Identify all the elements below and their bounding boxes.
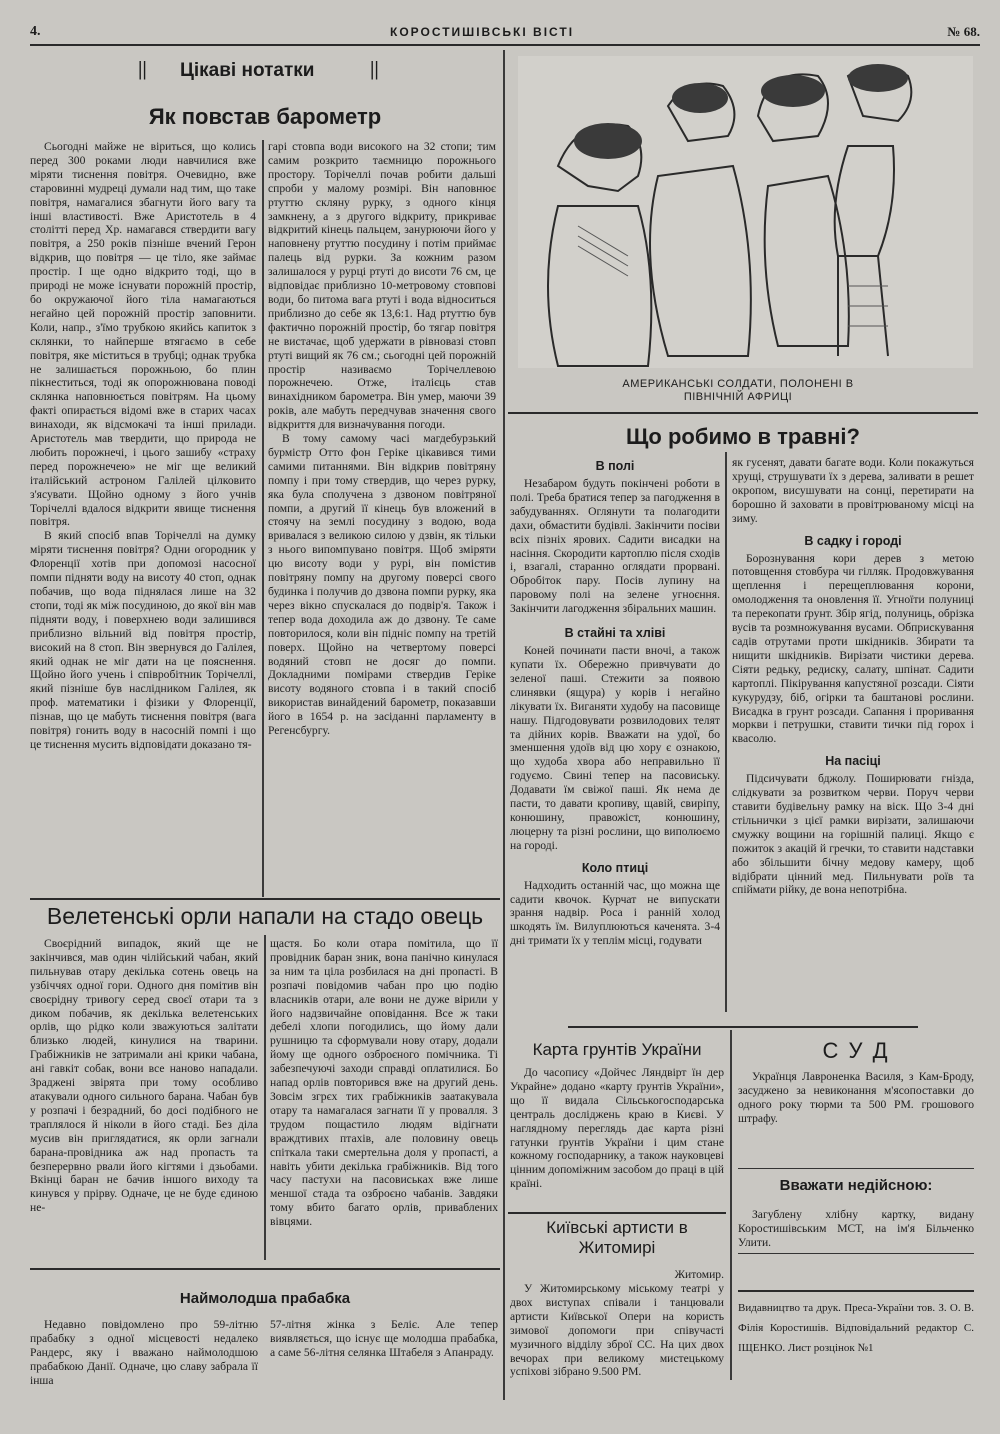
may-top-rule [508,412,978,414]
barometer-paragraph-2: В який спосіб впав Торічеллі на думку міряти тиснення повітря? Одни огородник у Флоренції хотів при допомозі насосної помпи підняти воду на висоту 40 стоп, однак побачив, що вода піднялася лише на 32 стопи, тоді як між посудиною, до якої він мав підняти воду, і поверхнею води залишився приблизно вільний від повітря простір, високий на 8 стоп. Він звернувся до Галілея, який однак не міг дати на це пояснення. Щойно його учень і співробітник Торічеллі, який пізніше був наслідником Галілея, як проф. математики і фізики у Флоренції, пізнав, що це мабуть тиснення повітря (вага повітря) гонить воду в насосній помпі і що це тиснення мусить відповідати доказано тя- [30,529,256,751]
barometer-paragraph-1: Сьогодні майже не віриться, що колись перед 300 роками люди навчилися вже міряти тиснення повітря. Очевидно, вже старовинні мудреці думали над тим, що таке повітря, намагалися збагнути його вагу та інші властивості. Вже Аристотель в 4 столітті перед Хр. намагався ствердити вагу повітря, а 250 років пізніше вчений Герон відкрив, що повітря — це тіло, яке займає простір. І ще одно відкрито тоді, що в природі не може існувати порожній простір, бо окружаючої його тіла намагаються негайно цей порожній простір заповнити. Коли, напр., з'їмо трубкою якийсь капиток з склянки, то найперше втягаємо в себе повітря, яке міститься в трубці; однак трубка не залишається порожньою, бо плин пікнеститься, тоді як опорожнювана поводі склянка наповнюється повітрям. На цьому факті опирається відомі вже в старих часах винаходи, як відсмокачі та інші прилади. Аристотель мав твердити, що природа не любить порожнечі, і цього зашибу «страху перед порожнечею» не міг ще великий італійський астроном Галілей цілковито з'ясувати. Щойно одному з його учнів Торічеллі вдалося відкрити явище тиснення повітря. [30,140,256,529]
section-header [30,58,379,86]
column-rule-1 [262,140,264,897]
garden-subtitle: В садку і городі [804,533,902,548]
eagles-text-right: щастя. Бо коли отара помітила, що її провідник баран зник, вона панічно кинулася за ним та ціла розбилася на дні пропасті. В розпачі повідомив чабан про цю подію власників отари, але вони не дуже вірили у його надзвичайне оповідання. Все ж таки дебелі хлопи погодились, що йому дали рушницю та сформували нову отару, додали йому ще одного озброєного помічника. Ті забезпечуючі заходи справді оплатилися. Бо напад орлів повторився вже на другий день. Зовсім згрєх тих грабіжників заатакувала отару та намагалася загнати її у провалля. З трудом пощастило людям відігнати враждтивих птахів, але половину овець спіткала таки смертельна доля у пропасті, а навіть убити декілька грабіжників. Від того часу пастухи на пасовиськах вже лише меншої стада та озброєно чабанів. Завдяки тому вбито багато орлів, приваблених вівцями. [270,937,498,1229]
grandma-title: Наймолодша прабабка [179,1290,351,1307]
grandma-text-right: 57-літня жінка з Беліє. Але тепер виявляється, що існує ще молодша прабабка, а саме 56-літня селянка Штабеля з Апанраду. [270,1318,498,1359]
artists-text: У Житомирському міському театрі у двох виступах співали і танцювали артисти Київської Опери на користь зимової допомоги при співучасті музичного відділу зброї СС. На цих двох вечорах при великому мистецькому успіхові зібрано 9.500 РМ. [510,1282,724,1379]
may-column-right [732,456,974,897]
barn-subtitle: В стайні та хліві [564,626,666,641]
eagles-text-left: Своєрідний випадок, який ще не закінчився, мав один чілійський чабан, який пильнував отару декілька сотень овець на узбіччях одної гори. Одного дня помітив він своєрідну тривогу серед своєї отари та з диком побачив, як декілька велетенських орлів, що рідко коли зважуються залітати близько людей, кинулися на тварини. Грабіжників не затримали ані крики чабана, ані гавкіт собак, вони все наново нападали. Зраджені звірята при тому особливо атакували одного сильного барана. Чабан був у розпачі і безрадний, бо досі подібного не траплялося й ніколи в його стаді. Без діла мусив він приглядатися, як орли загнали барана-провідника аж над пропасть та безперервно рвали його кігтями і дзьобами. Вкінці баран не бачив іншого виходу та кинувся у прірву. Одначе, це не буде єдиною не- [30,937,258,1215]
soil-title: Карта грунтів України [532,1040,702,1059]
section-bars-left: || [138,58,147,80]
court-text: Українця Лавроненка Василя, з Кам-Броду, засуджено за невиконання м'ясопоставки до одного року тюрми та 500 РМ. грошового штрафу. [738,1070,974,1125]
soldiers-illustration [518,56,973,368]
column-rule-4 [725,452,727,1012]
section-title: Цікаві нотатки [180,60,315,81]
grandma-column-2 [270,1318,498,1360]
eagles-column-2 [270,937,498,1229]
news-photo [518,56,973,368]
photo-caption: АМЕРИКАНСЬКІ СОЛДАТИ, ПОЛОНЕНІ В ПІВНІЧНІЙ АФРИЦІ [622,378,854,403]
page-number: 4. [30,24,41,39]
header-rule [30,44,980,46]
barometer-column-2 [268,140,496,738]
pasture-subtitle: На пасіці [825,754,881,769]
barometer-paragraph-4: В тому самому часі магдебурзький бурмістр Отто фон Геріке цікавився тими самими питаннями. Він відкрив повітряну помпу і при тому ствердив, що через рурку, яка була сполучена з дзвоном повітряної помпи, а другий її кінець був вложений в стоячу на землі посудину з водою, вода вривалася з великою силою у дзвін, як тільки з нього випомпувано повітря. Щоб зміряти цю висоту води у рурі, він помістив повітряну помпу на другому поверсі свого будинка і получив до дзвона помпи рурку, яка через вікно спускалася до подвір'я. Також і тепер вода доходила аж до дзвону. Те саме повторилося, коли він підніс помпу на третій поверх. Щойно на четвертому поверсі водяний стовп не досяг до помпи. Докладними помірами ствердив Геріке висоту водяного стовпа і в такий спосіб використав винайдений барометр, показавши його в 1654 р. на засіданні парламенту в Регенсбургу. [268,432,496,738]
may-column-left [510,456,720,948]
barn-text: Коней починати пасти вночі, а також купати їх. Обережно привчувати до зеленої паші. Стежити за появою слинявки (ящура) у корів і негайно лікувати їх. Виганяти худобу на пасовище нашу. Підгодовувати розвилодових телят та дійних корів. Вважати на удої, бо зменшення удоїв від цю хору є ознакою, що худоба хвора або неправильно її годуємо. Свині тепер на пасовиську. Додавати їм свіжої паші. Як нема де пасти, то давати кропиву, щавій, свиріпу, конюшину, правожіст, конюшину, люцерну та різні рослини, що виполюємо на городі. [510,644,720,852]
barometer-column-1 [30,140,256,752]
poultry-subtitle: Коло птиці [581,860,649,875]
page-header [30,24,980,44]
column-rule-2 [503,50,505,1400]
column-rule-3 [264,935,266,1260]
soil-text: До часопису «Дойчес Ляндвірт їн дер Украйне» додано «карту ґрунтів України», що її видала Сільськогосподарська централь досліджень краю в Києві. У наглядному переглядь дає карта різні гатунки ґрунтів України і цим стане кожному господарнику, а також науковцеві цінним допоміжним засобом до праці в цій країні. [510,1066,724,1191]
may-continued-text: як гусенят, давати багате води. Коли покажуться хрущі, струшувати їх з дерева, заливати в решет окропом, висушувати на сонці, перетирати на борошно й заховати в провітрюваному місці на зиму. [732,456,974,525]
invalid-notice-box [738,1168,974,1254]
eagles-title: Велетенські орли напали на стадо овець [46,903,484,929]
eagles-column-1 [30,937,258,1215]
garden-text: Борознування кори дерев з метою потовщення стовбура чи гілляк. Продовжування щеплення і перещеплювання корони, омолодження та оновлення її. Угноїти полуниці та перекопати ґрунт. Збір ягід, полуниць, обрізка вусів та розмножування вусами. Обприскування садів отрутами проти шкідників. Збирати та нищити шкідників. Вирізати чистики дерева. Сіяти редьку, редиску, салату, шпінат. Садити картоплі. Пікірування капустяної розсади. Сіяти кукурудзу, біб, огірки та баштанові рослини. Висадка в грунт розсади. Сапання і проривання моркви і петрушки, ставити тички під горох і квасолю. [732,551,974,746]
barometer-paragraph-3: гарі стовпа води високого на 32 стопи; тим самим розкрито таємницю порожнього простору. Торічеллі почав робити дальші спроби у малому розмірі. Він наповнює ртуттю скляну рурку, з одного кінця замкнену, а з другого відкриту, прикриває відкритий кінець пальцем, занурюючи його у наповнену ртуттю посудину і потім приймає палець від рурки. За кожним разом залишалося у рурці ртуті до висоти 76 см, це відповідає приблизно 10-метровому стовпові води, бо питома вага ртуті і вода відноситься приблизно до себе як 13,6:1. Над ртуттю був фактично порожній простір, бо тягар повітря не вистачає, щоб удержати в рівновазі стовп ртуті вищий як 76 см.; сьогодні цей порожній простір називаємо Торічеллевою порожнечею. Отже, італієць став винахідником барометра. Він умер, маючи 39 років, але мабуть передчував значення свого відкриття для визначування погоди. [268,140,496,432]
court-column [738,1070,974,1126]
invalid-text: Загублену хлібну картку, видану Коростишівським МСТ, на ім'я Більченко Улити. [738,1208,974,1249]
pasture-text: Підсичувати бджолу. Поширювати гнізда, слідкувати за розвитком черви. Поруч черви ставити будівельну рамку на віск. Що 3-4 дні стільнички з цієї рамки вирізати, залишаючи смужку вощини на горішній палиці. Якщо є пожиток з акацій й гречки, то ставити надставки або збільшити бічну медову камеру, щоб відібрати цінний мед. Пильнувати роїв та спіймати рійку, де вона непотрібна. [732,772,974,897]
grandma-top-rule [30,1268,500,1270]
section-bars-right: || [370,58,379,80]
soil-column [510,1066,724,1191]
field-text: Незабаром будуть покінчені роботи в полі. Треба братися тепер за пагодження в забудуваннях. Оглянути та полагодити дахи, обмастити будівлі. Закінчити посіви всіх пізніх ярових. Садити висадки на насіння. Скородити картоплю після сходів і, взагалі, старанно оглядати прорвані. Обробіток пару. Посів лупину на паровому полі на зелене угноєння. Закінчити лагодження збіральних машин. [510,477,720,616]
artists-column [510,1268,724,1379]
may-title: Що робимо в травні? [626,424,860,449]
issue-number: № 68. [947,24,980,39]
column-rule-5 [730,1030,732,1380]
may-bottom-rule [568,1026,918,1028]
artists-top-rule [508,1212,726,1214]
grandma-text-left: Недавно повідомлено про 59-літню прабабку з одної місцевості недалеко Рандерс, яку і вважано наймолодшою прабабкою Данії. Одначе, цю славу забрала її інша [30,1318,258,1387]
eagles-top-rule [30,898,500,900]
artists-dateline: Житомир. [674,1268,724,1281]
court-title: С У Д [822,1038,890,1063]
grandma-column-1 [30,1318,258,1388]
masthead: КОРОСТИШІВСЬКІ ВІСТІ [390,25,575,39]
field-subtitle: В полі [595,459,635,473]
barometer-title: Як повстав барометр [148,104,382,129]
imprint-rule [738,1290,974,1292]
artists-title: Київські артисти в Житомирі [546,1218,688,1257]
imprint-text: Видавництво та друк. Преса-України тов. З. О. В. Філія Коростишів. Відповідальний редактор С. ІЩЕНКО. Лист розцінок №1 [738,1302,974,1354]
invalid-title: Вважати недійсною: [779,1177,933,1194]
poultry-text: Надходить останній час, що можна ще садити квочок. Курчат не випускати зрання надвір. Роса і ранній холод шкодять їм. Вилуплюються каченята. 3-4 дні тримати їх у теплім місці, годувати [510,878,720,948]
imprint [738,1298,974,1358]
